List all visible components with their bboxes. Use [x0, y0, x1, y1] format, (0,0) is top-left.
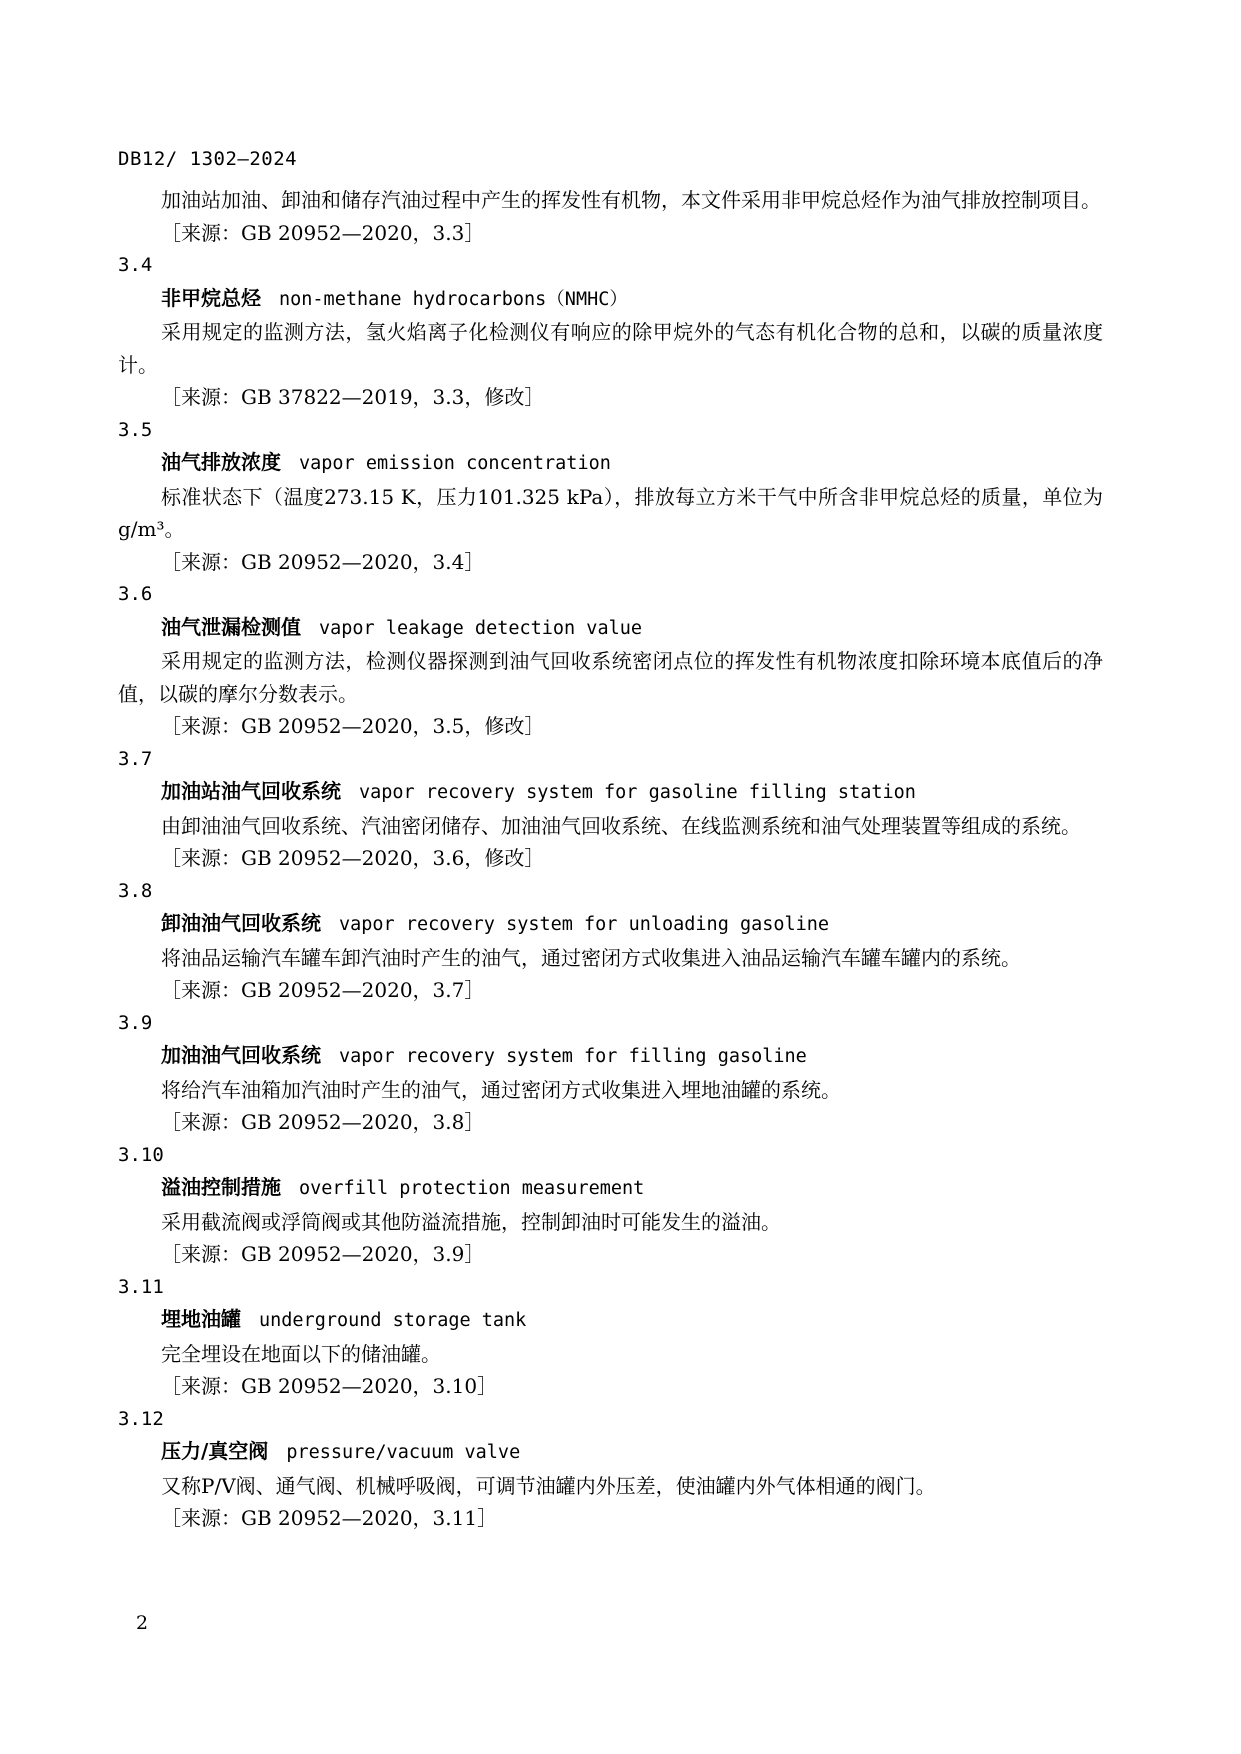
- term-definition: 采用规定的监测方法，检测仪器探测到油气回收系统密闭点位的挥发性有机物浓度扣除环境本底值后的净值，以碳的摩尔分数表示。: [118, 649, 1103, 706]
- clause-number: 3.10: [118, 1143, 164, 1166]
- term-definition: 采用规定的监测方法，氢火焰离子化检测仪有响应的除甲烷外的气态有机化合物的总和，以碳的质量浓度计。: [118, 320, 1103, 377]
- clause-number: 3.9: [118, 1011, 153, 1034]
- term-heading: [118, 446, 1103, 481]
- term-source: ［来源：GB 20952—2020，3.4］: [161, 549, 485, 574]
- term-entry-3-11: [118, 1271, 1103, 1403]
- term-definition: 标准状态下（温度273.15 K，压力101.325 kPa），排放每立方米干气中所含非甲烷总烃的质量，单位为g/m³。: [118, 484, 1103, 541]
- term-zh: 压力/真空阀: [161, 1439, 269, 1463]
- clause-number: 3.5: [118, 418, 153, 441]
- term-entry-3-4: [118, 249, 1103, 414]
- term-heading: [118, 775, 1103, 810]
- term-en: vapor recovery system for unloading gasoline: [339, 914, 830, 935]
- clause-number: 3.4: [118, 254, 153, 276]
- term-entry-3-6: [118, 578, 1103, 743]
- term-source: ［来源：GB 20952—2020，3.6，修改］: [161, 846, 545, 870]
- term-en: vapor recovery system for gasoline filling station: [359, 782, 916, 803]
- term-source: ［来源：GB 20952—2020，3.8］: [161, 1110, 485, 1134]
- term-zh: 溢油控制措施: [161, 1175, 281, 1199]
- clause-number: 3.11: [118, 1275, 164, 1298]
- term-definition: 将油品运输汽车罐车卸汽油时产生的油气，通过密闭方式收集进入油品运输汽车罐车罐内的系统。: [161, 945, 1021, 970]
- term-zh: 非甲烷总烃: [161, 285, 261, 310]
- term-source: ［来源：GB 20952—2020，3.7］: [161, 978, 485, 1002]
- clause-number: 3.7: [118, 747, 153, 770]
- term-en: overfill protection measurement: [299, 1178, 645, 1199]
- term-heading: [118, 282, 1103, 317]
- term-en: pressure/vacuum valve: [286, 1442, 521, 1463]
- term-heading: [118, 1171, 1103, 1206]
- term-definition: 完全埋设在地面以下的储油罐。: [161, 1341, 441, 1366]
- intro-text: 加油站加油、卸油和储存汽油过程中产生的挥发性有机物，本文件采用非甲烷总烃作为油气排放控制项目。: [161, 188, 1101, 212]
- term-source: ［来源：GB 20952—2020，3.10］: [161, 1374, 498, 1398]
- term-entry-3-9: [118, 1007, 1103, 1139]
- clause-number: 3.6: [118, 583, 153, 605]
- term-source: ［来源：GB 20952—2020，3.5，修改］: [161, 714, 545, 738]
- term-source: ［来源：GB 20952—2020，3.9］: [161, 1242, 485, 1266]
- term-entry-3-8: [118, 875, 1103, 1007]
- document-body: [118, 184, 1103, 1535]
- term-en: vapor leakage detection value: [319, 617, 643, 639]
- page-number: 2: [136, 1612, 149, 1634]
- term-heading: [118, 1303, 1103, 1338]
- term-en: underground storage tank: [259, 1310, 527, 1331]
- term-definition: 由卸油油气回收系统、汽油密闭储存、加油油气回收系统、在线监测系统和油气处理装置等组成的系统。: [161, 813, 1081, 838]
- clause-number: 3.12: [118, 1407, 164, 1430]
- document-number: DB12/ 1302—2024: [118, 148, 298, 170]
- term-zh: 油气排放浓度: [161, 450, 281, 474]
- term-heading: [118, 1039, 1103, 1074]
- term-en: non-methane hydrocarbons（NMHC）: [279, 288, 628, 310]
- term-entry-3-7: [118, 743, 1103, 875]
- clause-number: 3.8: [118, 879, 153, 902]
- term-en: vapor recovery system for filling gasoline: [339, 1046, 807, 1067]
- term-zh: 加油油气回收系统: [161, 1043, 321, 1067]
- term-definition: 将给汽车油箱加汽油时产生的油气，通过密闭方式收集进入埋地油罐的系统。: [161, 1077, 841, 1102]
- term-heading: [118, 611, 1103, 646]
- term-entry-3-12: [118, 1403, 1103, 1535]
- term-en: vapor emission concentration: [299, 453, 611, 474]
- term-zh: 油气泄漏检测值: [161, 614, 301, 639]
- term-entry-3-10: [118, 1139, 1103, 1271]
- term-zh: 卸油油气回收系统: [161, 911, 321, 935]
- intro-block: [118, 184, 1103, 249]
- term-zh: 埋地油罐: [161, 1307, 241, 1331]
- term-entry-3-5: [118, 414, 1103, 579]
- intro-source: ［来源：GB 20952—2020，3.3］: [161, 220, 485, 245]
- term-source: ［来源：GB 20952—2020，3.11］: [161, 1506, 498, 1530]
- term-heading: [118, 907, 1103, 942]
- term-definition: 采用截流阀或浮筒阀或其他防溢流措施，控制卸油时可能发生的溢油。: [161, 1209, 781, 1234]
- term-zh: 加油站油气回收系统: [161, 779, 341, 803]
- term-source: ［来源：GB 37822—2019，3.3，修改］: [161, 385, 545, 409]
- term-definition: 又称P/V阀、通气阀、机械呼吸阀，可调节油罐内外压差，使油罐内外气体相通的阀门。: [161, 1473, 936, 1498]
- term-heading: [118, 1435, 1103, 1470]
